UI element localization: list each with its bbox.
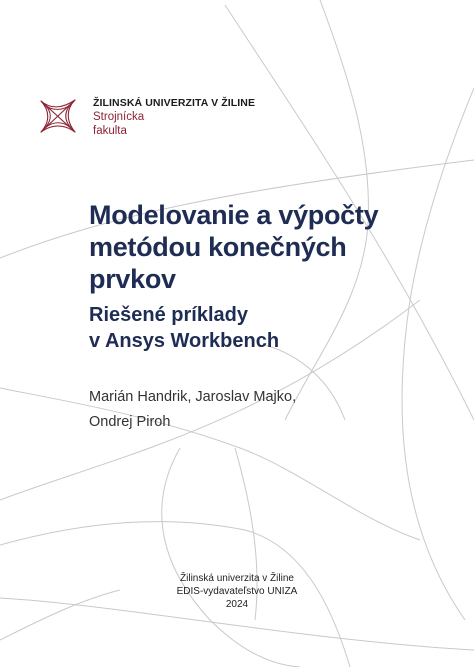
- faculty-name-line1: Strojnícka: [93, 111, 145, 123]
- authors: [89, 385, 296, 435]
- book-subtitle: [89, 302, 279, 354]
- university-star-logo: [38, 95, 78, 137]
- publisher-line2: EDIS-vydavateľstvo UNIZA: [176, 586, 298, 597]
- book-title-line3: prvkov: [89, 264, 176, 294]
- book-title-line1: Modelovanie a výpočty: [89, 200, 379, 230]
- publisher-line1: Žilinská univerzita v Žiline: [180, 573, 294, 584]
- book-title: [89, 199, 378, 295]
- book-subtitle-line2: v Ansys Workbench: [89, 330, 280, 352]
- publisher-info: [0, 572, 474, 611]
- authors-line1: Marián Handrik, Jaroslav Majko,: [89, 389, 297, 405]
- bg-curve: [162, 448, 300, 667]
- university-name: ŽILINSKÁ UNIVERZITA V ŽILINE: [93, 97, 256, 109]
- book-subtitle-line1: Riešené príklady: [89, 304, 248, 326]
- authors-line2: Ondrej Piroh: [89, 414, 171, 430]
- publication-year: 2024: [225, 599, 249, 610]
- book-title-line2: metódou konečných: [89, 232, 347, 262]
- faculty-name-line2: fakulta: [93, 125, 127, 137]
